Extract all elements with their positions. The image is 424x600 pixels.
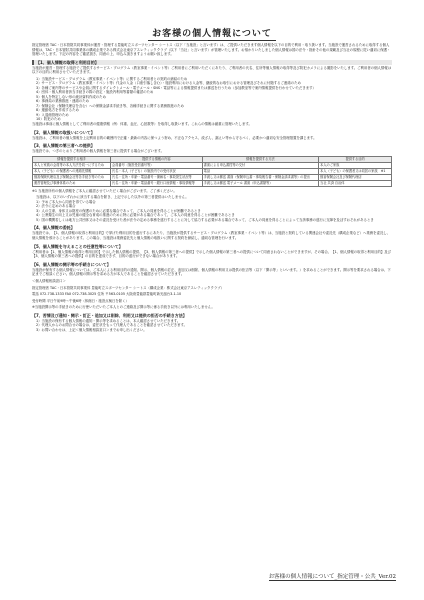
list-item: 当施設は、以下のいずれかに該当する場合を除き、上記で示した以外の第三者提供はいたしません。 (36, 195, 189, 200)
table-cell: 氏名・住所・年齢・電話番号・傷病名・事故発生状況等 (111, 174, 203, 180)
table-cell: 書面による申込書控等の交付 (202, 162, 319, 168)
list-item: 8）運動処方を作成するため (36, 108, 79, 113)
list-item: 2）法令に定めのある場合 (36, 204, 76, 209)
section-paragraph: 当施設が運営・管理する施設でご提供するサービス・プログラム（教室事業・イベント等）ご利用者にご利用いただくにあたり、ご利用者の氏名、住所等個人情報の取得等及び防犯カメラによる撮影をいたします。ご利用者の個人情報は以下の目的に利用させていただきます。 (32, 65, 392, 75)
third-party-table (32, 156, 392, 187)
section-paragraph: 受付時間 平日午前9時〜午後6時（休館日・施設点検日を除く） (32, 298, 129, 303)
table-cell: 氏名・本人（子ども）の施設内での受付状況 (111, 168, 203, 174)
sections-container (32, 60, 392, 333)
table-cell: 本人のご家族 (319, 162, 392, 168)
table-row (33, 180, 392, 186)
section-4 (32, 225, 392, 240)
table-cell: 会員番号（施設受信番号等） (111, 162, 203, 168)
section-paragraph: 当施設は、ご利用者の個人情報を上記利用目的の範囲内で正確・最新の内容に保つよう努め、不正なアクセス、改ざん、漏えい等から守るべく、必要かつ適切な安全管理措置を講じます。 (32, 135, 317, 140)
section-note: 当施設は事前に個人情報としてご利用者の健康情報（例：体重、血圧、心拍数等）を取得し取扱います。これらの情報は厳重に管理いたします。 (32, 121, 252, 126)
section-2 (32, 130, 392, 141)
table-header-cell: 情報を提供する相手 (33, 156, 111, 162)
section-paragraph: 当施設が保有する個人情報については、ご本人による利用目的の通知、開示、個人情報の訂正、追加又は削除、個人情報の利用又は提供の拒否等（以下「開示等」といいます。）を求めることができます。開示等を要求される場合は、下記までご相談ください。個人情報の開示等を求める方が本人であることを確認させていただきます。 (32, 267, 391, 277)
section-paragraph: 当施設では、【1、個人情報の取得と利用目的】で挙げた利用目的を遂行するにあたり、当施設が提供するサービス・プログラム（教室事業・イベント等）は、当施設と契約している関連会社や委託先（構成企業など）へ業務を委託し、個人情報を預けることがあります。この場合、当施設は業務委託先と個人情報の取扱いに関する契約を締結し、適切な管理を行います。 (32, 231, 391, 240)
list-item: 5）個人を特定しない形の統計資料作成のため (36, 94, 106, 99)
section-heading: 【7、苦情及び通知・開示・訂正・追加又は削除、利用又は提供の拒否の手続き方法】 (32, 312, 187, 318)
table-cell: 手渡し又は郵送 書面（保険申込書・事故報告書・保険金請求書等）の提出 (202, 174, 319, 180)
section-paragraph: 当施設では、つぎのとおりご利用者の個人情報を第三者に提供する場合がございます。 (32, 149, 164, 154)
table-cell: 手渡し又は郵送 電子メール 書面（申込書類等） (202, 180, 319, 186)
list-item: 1）当施設の保有する個人情報の通知・開示等を求めることは、本人確認させていただきます。 (36, 318, 181, 323)
table-header-cell: 情報を提供する方法 (202, 156, 319, 162)
list-item: 4）団体・個人利用者該当手続きの際の設定・施設内利用等書類の確認のため (36, 90, 154, 95)
list-item: 6）事務局の業務推進・連絡のため (36, 99, 90, 104)
section-heading: 【5、個人情報を与えることの任意性等について】 (32, 243, 123, 249)
section-paragraph: 指定管理者 TAC・日本管財共同事業体 豊能町立スポーツセンター シートス（構成企業：株式会社東京アスレティッククラブ） (32, 285, 225, 290)
table-header-cell: 提供する情報の内容 (111, 156, 203, 162)
section-heading: 【4、個人情報の委託】 (32, 225, 75, 231)
table-cell: 氏名・住所・年齢・電話番号・銀行口座情報・事故情報等 (111, 180, 203, 186)
table-cell: 電話 (202, 168, 319, 174)
section-7 (32, 313, 392, 333)
list-item: 7）保険会社（保険代理店を含む）への保険金請求手続き等、各種手続きに関する業務推進のため (36, 103, 184, 108)
document-title: お客様の個人情報について (32, 26, 392, 39)
table-cell: 本人（子ども）の保護者への連絡先情報 (33, 168, 111, 174)
table-cell: 運営管理及び事務体系のため (33, 180, 111, 186)
section-heading: 【1、個人情報の取得と利用目的】 (32, 60, 392, 65)
section-heading: 【2、個人情報の取扱いについて】 (32, 129, 95, 135)
table-note: ※1 当施設所有の個人情報をご本人に確認させていただく場合がございます。ご了承ください。 (32, 188, 177, 193)
intro-paragraph: 指定管理者 TAC・日本管財共同事業体が運営・管理する豊能町立スポーツセンター シートス（以下「当施設」と言います）は、ご提供いただきます個人情報を以下の目的で利用・取り扱います。当施設で運営されるために取得する個人情報は、TAC・日本管財共同事業体の構成企業である株式会社東京アスレティッククラブ（以下「当社」と言います）が管理いたします。お預かりいたしました個人情報は国の法令・指針その他の規範及び当社の規程に従い適切に保護・管理いたします。下記の内容をご確認頂き、同意の上、申込み頂きますようお願い致します。 (32, 43, 391, 57)
list-item: 4）公衆衛生の向上又は児童の健全な育成の推進のために特に必要がある場合であって、ご本人の同意を得ることが困難であるとき (36, 213, 235, 218)
table-cell: 本人と家族の会員等の本人方法を同一にするため (33, 162, 111, 168)
list-item: 2）代理人からのお問合せの場合は、委任状をもって代理人であることを確認させていただきます。 (36, 323, 188, 328)
list-item: 9）入退館管理のため (36, 112, 69, 117)
section-heading: 【6、個人情報の開示等の手続きについて】 (32, 261, 111, 267)
list-item: 2）サービス・プログラム（教室事業・イベント等）代金の入金（口座引落し含む）・施設利用における入金等、継続的なお取引における管理及びそれに付随するご連絡のため (36, 81, 301, 86)
list-item: 10）防犯のため (36, 117, 61, 122)
list-item: 3）各種ご案内等のサービスや会員に関するダイレクトメール・電子メール・SNS・電話等による情報提供または郵送を行うため（参加教室等で案内情報提供を行わせていただきます） (36, 85, 316, 90)
section-paragraph: ご利用者は【1、個人情報の取得と利用目的】で示した個人情報の提供、【3、個人情報の第三者への提供】で示した個人情報の第三者への提供について同意されないことができますが、その場合、【1、個人情報の取得と利用目的】及び【3、個人情報の第三者への提供】の目的を達成できず、目的の遂行ができない場合があります。 (32, 249, 392, 259)
section-5 (32, 244, 392, 259)
list-item: 1）予めご本人から同意を得ている場合 (36, 199, 96, 204)
table-cell: 当社 共済 自治体 (319, 180, 392, 186)
section-6 (32, 262, 392, 310)
section-heading: 【3、個人情報の第三者への提供】 (32, 143, 95, 149)
list-item: 5）国の機関若しくは地方公共団体又はその委託を受けた者が法令の定める事務を遂行することに対して協力する必要がある場合であって、ご本人の同意を得ることによって当該事務の遂行に支障を及ぼすおそれがあるとき (36, 217, 374, 222)
list-item: 3）お問い合わせは、上記＜個人情報相談窓口＞までお申し出ください。 (36, 327, 147, 332)
footer-version: お客様の個人情報について_指定管理・公共_Ver.02 (268, 574, 396, 580)
table-cell: 損害保険代理店及び保険会社等各手続き等のため (33, 174, 111, 180)
table-header-cell: 提供する目的 (319, 156, 392, 162)
section-3 (32, 143, 392, 222)
table-cell: 本人（子ども）の保護者又は同居の家族 ※1 (319, 168, 392, 174)
list-item: 3）人の生命、身体又は財産の保護のために必要な場合であって、ご本人の同意を得ることが困難であるとき (36, 208, 201, 213)
list-item: 1）当施設サービス・プログラム（教室事業・イベント等）に関するご利用者との契約の締結のため (36, 76, 188, 81)
section-paragraph: ＜個人情報相談窓口＞ (32, 278, 66, 283)
section-paragraph: ※当施設開示等の手続きのために行使いただいたご本人とのご連絡及び開示等に係る手続き以外には利用いたしません。 (32, 305, 215, 310)
section-1 (32, 60, 392, 127)
section-paragraph: 電話 072-738-1333 FAX 072-738-3025 住所 〒563-0105 大阪府豊能郡豊能町新光風台3-1-10 (32, 292, 182, 297)
table-cell: 損害保険会社及び保険代理店 (319, 174, 392, 180)
